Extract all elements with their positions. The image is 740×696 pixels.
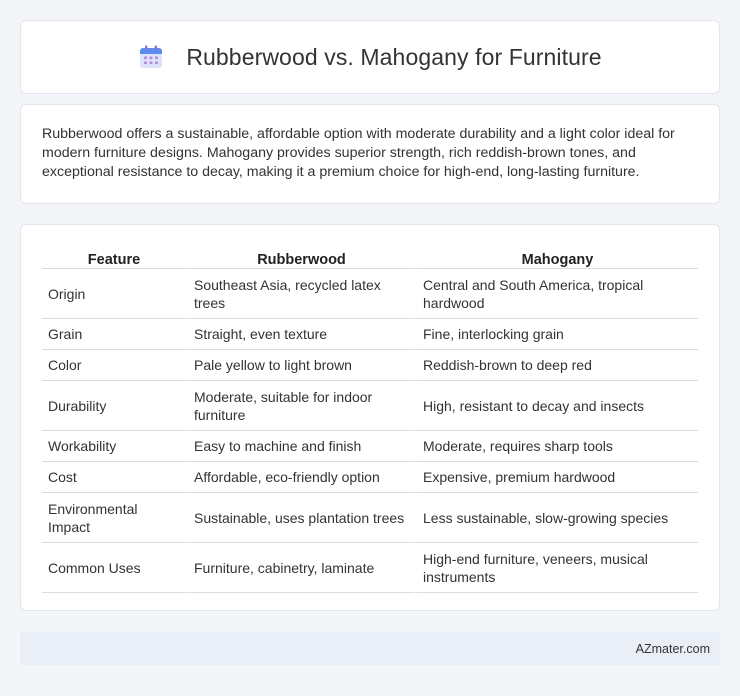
cell-mahogany: Central and South America, tropical hardwood [415, 269, 698, 319]
cell-mahogany: Fine, interlocking grain [415, 319, 698, 350]
header-feature: Feature [42, 247, 186, 269]
table-row [42, 462, 698, 493]
cell-rubberwood: Southeast Asia, recycled latex trees [186, 269, 415, 319]
table-row [42, 431, 698, 462]
cell-feature: Environmental Impact [42, 493, 186, 543]
table-row [42, 319, 698, 350]
table-row [42, 381, 698, 431]
table-row [42, 350, 698, 381]
header-mahogany: Mahogany [415, 247, 698, 269]
cell-feature: Common Uses [42, 543, 186, 593]
cell-feature: Color [42, 350, 186, 381]
cell-feature: Cost [42, 462, 186, 493]
cell-feature: Durability [42, 381, 186, 431]
table-row [42, 269, 698, 319]
title-card [20, 20, 720, 94]
comparison-card [20, 224, 720, 611]
cell-rubberwood: Affordable, eco-friendly option [186, 462, 415, 493]
cell-mahogany: Expensive, premium hardwood [415, 462, 698, 493]
cell-rubberwood: Pale yellow to light brown [186, 350, 415, 381]
header-rubberwood: Rubberwood [186, 247, 415, 269]
footer-bar [20, 632, 720, 665]
table-row [42, 543, 698, 593]
cell-mahogany: Reddish-brown to deep red [415, 350, 698, 381]
cell-feature: Grain [42, 319, 186, 350]
cell-mahogany: High, resistant to decay and insects [415, 381, 698, 431]
summary-text: Rubberwood offers a sustainable, affordable option with moderate durability and a light color ideal for modern furniture designs. Mahogany provides superior strength, rich reddish-brown tones, and exceptional resistance to decay, making it a premium choice for high-end, long-lasting furniture. [42, 126, 675, 180]
calendar-icon [138, 44, 164, 70]
cell-feature: Workability [42, 431, 186, 462]
title-wrap [138, 44, 601, 71]
cell-rubberwood: Furniture, cabinetry, laminate [186, 543, 415, 593]
cell-rubberwood: Sustainable, uses plantation trees [186, 493, 415, 543]
table-header-row [42, 247, 698, 269]
comparison-table [42, 247, 698, 593]
cell-mahogany: High-end furniture, veneers, musical instruments [415, 543, 698, 593]
cell-rubberwood: Moderate, suitable for indoor furniture [186, 381, 415, 431]
summary-card [20, 104, 720, 204]
footer-brand: AZmater.com [635, 641, 710, 656]
cell-rubberwood: Easy to machine and finish [186, 431, 415, 462]
cell-mahogany: Less sustainable, slow-growing species [415, 493, 698, 543]
page-title: Rubberwood vs. Mahogany for Furniture [186, 43, 602, 70]
table-row [42, 493, 698, 543]
cell-mahogany: Moderate, requires sharp tools [415, 431, 698, 462]
cell-feature: Origin [42, 269, 186, 319]
cell-rubberwood: Straight, even texture [186, 319, 415, 350]
